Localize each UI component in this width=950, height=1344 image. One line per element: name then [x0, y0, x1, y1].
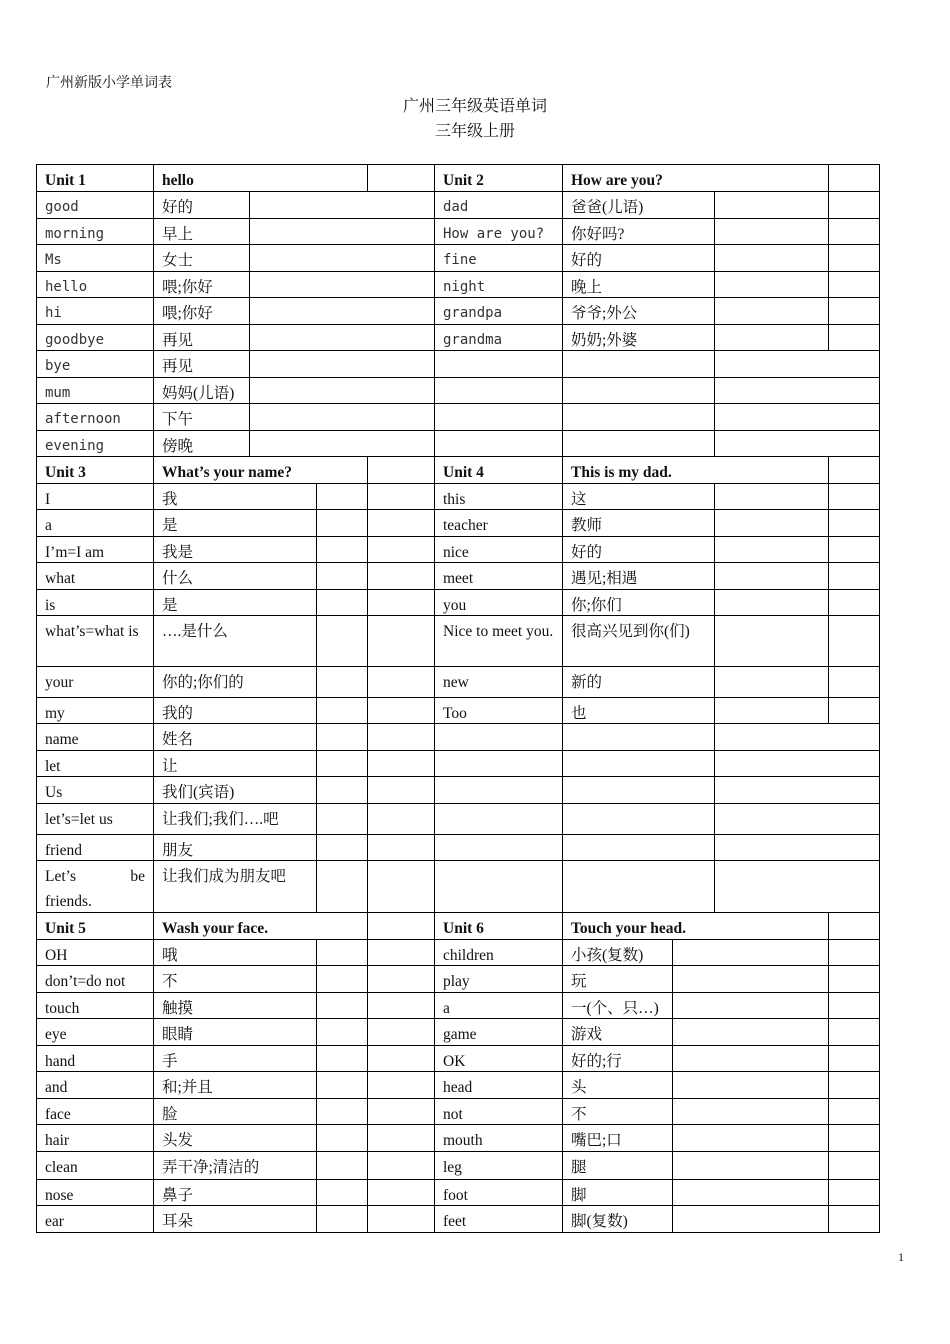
- empty-cell: [367, 803, 435, 835]
- vocab-word: night: [434, 271, 563, 298]
- empty-cell: [714, 666, 829, 698]
- empty-cell: [367, 697, 435, 724]
- vocab-meaning: 爸爸(儿语): [562, 191, 715, 219]
- vocab-word: goodbye: [36, 324, 154, 351]
- empty-cell: [562, 377, 715, 404]
- unit-topic: What’s your name?: [153, 456, 368, 484]
- empty-cell: [714, 483, 829, 510]
- empty-cell: [714, 403, 880, 431]
- empty-cell: [367, 750, 435, 777]
- empty-cell: [316, 1045, 368, 1072]
- vocab-meaning: 喂;你好: [153, 297, 250, 325]
- empty-cell: [562, 860, 715, 913]
- vocab-meaning: 新的: [562, 666, 715, 698]
- vocab-word: mouth: [434, 1124, 563, 1152]
- empty-cell: [714, 589, 829, 616]
- vocab-meaning: 晚上: [562, 271, 715, 298]
- vocab-word: a: [36, 509, 154, 537]
- empty-cell: [367, 1151, 435, 1180]
- vocab-word: Us: [36, 776, 154, 804]
- vocab-meaning: 早上: [153, 218, 250, 245]
- empty-cell: [828, 191, 880, 219]
- vocab-meaning: 触摸: [153, 992, 317, 1019]
- empty-cell: [828, 589, 880, 616]
- empty-cell: [562, 803, 715, 835]
- vocab-meaning: 腿: [562, 1151, 673, 1180]
- empty-cell: [316, 1151, 368, 1180]
- empty-cell: [367, 939, 435, 966]
- empty-cell: [828, 483, 880, 510]
- vocab-word: bye: [36, 350, 154, 378]
- vocab-word: ear: [36, 1205, 154, 1233]
- empty-cell: [672, 965, 829, 993]
- empty-cell: [562, 723, 715, 751]
- vocab-word: nose: [36, 1179, 154, 1206]
- empty-cell: [316, 666, 368, 698]
- vocab-meaning: 游戏: [562, 1018, 673, 1046]
- vocab-meaning: 脚(复数): [562, 1205, 673, 1233]
- vocab-meaning: 头发: [153, 1124, 317, 1152]
- vocab-meaning: 头: [562, 1071, 673, 1099]
- vocab-meaning: 让我们;我们….吧: [153, 803, 317, 835]
- vocab-meaning: 妈妈(儿语): [153, 377, 250, 404]
- vocab-word: touch: [36, 992, 154, 1019]
- empty-cell: [672, 1124, 829, 1152]
- vocab-meaning: 让: [153, 750, 317, 777]
- empty-cell: [249, 324, 435, 351]
- vocab-word: meet: [434, 562, 563, 590]
- unit-topic: Wash your face.: [153, 912, 368, 940]
- vocab-word: evening: [36, 430, 154, 457]
- empty-cell: [562, 403, 715, 431]
- empty-cell: [714, 697, 829, 724]
- empty-cell: [316, 803, 368, 835]
- vocab-meaning: 这: [562, 483, 715, 510]
- empty-cell: [828, 536, 880, 563]
- unit-topic: Touch your head.: [562, 912, 829, 940]
- empty-cell: [828, 297, 880, 325]
- empty-cell: [714, 218, 829, 245]
- page-number: 1: [898, 1250, 904, 1264]
- empty-cell: [316, 1018, 368, 1046]
- empty-cell: [672, 1018, 829, 1046]
- vocab-word: and: [36, 1071, 154, 1099]
- vocab-meaning: 一(个、只…): [562, 992, 673, 1019]
- empty-cell: [316, 1124, 368, 1152]
- vocab-word: hand: [36, 1045, 154, 1072]
- vocab-meaning: 你好吗?: [562, 218, 715, 245]
- empty-cell: [367, 1098, 435, 1125]
- empty-cell: [828, 666, 880, 698]
- vocab-meaning: 嘴巴;口: [562, 1124, 673, 1152]
- empty-cell: [714, 324, 829, 351]
- empty-cell: [434, 403, 563, 431]
- vocab-meaning: 朋友: [153, 834, 317, 861]
- vocab-word: children: [434, 939, 563, 966]
- empty-cell: [316, 860, 368, 913]
- vocab-word: leg: [434, 1151, 563, 1180]
- empty-cell: [828, 1018, 880, 1046]
- empty-cell: [828, 1124, 880, 1152]
- vocab-word: feet: [434, 1205, 563, 1233]
- vocab-word: I’m=I am: [36, 536, 154, 563]
- empty-cell: [316, 562, 368, 590]
- empty-cell: [828, 1045, 880, 1072]
- unit-label: Unit 6: [434, 912, 563, 940]
- vocab-meaning: 你的;你们的: [153, 666, 317, 698]
- vocab-meaning: 好的: [562, 536, 715, 563]
- empty-cell: [672, 1151, 829, 1180]
- empty-cell: [434, 350, 563, 378]
- vocab-meaning: 下午: [153, 403, 250, 431]
- vocab-meaning: 好的: [153, 191, 250, 219]
- vocab-meaning: 女士: [153, 244, 250, 272]
- vocab-word: nice: [434, 536, 563, 563]
- vocab-word: friend: [36, 834, 154, 861]
- empty-cell: [672, 1098, 829, 1125]
- vocab-word: Nice to meet you.: [434, 615, 563, 667]
- empty-cell: [316, 723, 368, 751]
- empty-cell: [672, 1071, 829, 1099]
- empty-cell: [828, 1071, 880, 1099]
- empty-cell: [714, 834, 880, 861]
- empty-cell: [828, 965, 880, 993]
- empty-cell: [714, 297, 829, 325]
- empty-cell: [562, 834, 715, 861]
- empty-cell: [828, 562, 880, 590]
- empty-cell: [714, 562, 829, 590]
- vocab-meaning: 是: [153, 509, 317, 537]
- vocab-word: let’s=let us: [36, 803, 154, 835]
- empty-cell: [828, 697, 880, 724]
- empty-cell: [367, 1071, 435, 1099]
- vocab-meaning: 爷爷;外公: [562, 297, 715, 325]
- unit-label: Unit 2: [434, 164, 563, 192]
- vocab-meaning: 再见: [153, 350, 250, 378]
- unit-label: Unit 5: [36, 912, 154, 940]
- vocab-word: not: [434, 1098, 563, 1125]
- empty-cell: [714, 244, 829, 272]
- empty-cell: [367, 1045, 435, 1072]
- empty-cell: [367, 615, 435, 667]
- empty-cell: [249, 350, 435, 378]
- empty-cell: [714, 536, 829, 563]
- vocab-word: fine: [434, 244, 563, 272]
- empty-cell: [249, 271, 435, 298]
- empty-cell: [714, 191, 829, 219]
- vocab-word: OH: [36, 939, 154, 966]
- vocab-word: is: [36, 589, 154, 616]
- empty-cell: [714, 723, 880, 751]
- empty-cell: [714, 615, 829, 667]
- vocab-word: what: [36, 562, 154, 590]
- vocab-word: clean: [36, 1151, 154, 1180]
- empty-cell: [434, 430, 563, 457]
- vocab-meaning: 我们(宾语): [153, 776, 317, 804]
- empty-cell: [828, 912, 880, 940]
- empty-cell: [367, 723, 435, 751]
- vocab-meaning: 我的: [153, 697, 317, 724]
- empty-cell: [672, 1045, 829, 1072]
- vocab-word: hello: [36, 271, 154, 298]
- empty-cell: [434, 803, 563, 835]
- vocab-word: play: [434, 965, 563, 993]
- vocab-word: your: [36, 666, 154, 698]
- empty-cell: [316, 776, 368, 804]
- empty-cell: [828, 271, 880, 298]
- vocab-word: this: [434, 483, 563, 510]
- empty-cell: [672, 1179, 829, 1206]
- unit-topic: How are you?: [562, 164, 829, 192]
- vocab-meaning: 我是: [153, 536, 317, 563]
- vocab-meaning: 教师: [562, 509, 715, 537]
- empty-cell: [828, 615, 880, 667]
- vocab-word: I: [36, 483, 154, 510]
- vocab-word: game: [434, 1018, 563, 1046]
- vocab-word: grandpa: [434, 297, 563, 325]
- empty-cell: [316, 834, 368, 861]
- empty-cell: [367, 1205, 435, 1233]
- vocab-meaning: 也: [562, 697, 715, 724]
- vocab-meaning: 哦: [153, 939, 317, 966]
- vocab-meaning: 好的: [562, 244, 715, 272]
- empty-cell: [249, 377, 435, 404]
- vocab-meaning: 让我们成为朋友吧: [153, 860, 317, 913]
- vocab-meaning: 不: [562, 1098, 673, 1125]
- vocab-word: eye: [36, 1018, 154, 1046]
- vocab-word: Let’s be friends.: [36, 860, 154, 913]
- empty-cell: [367, 776, 435, 804]
- vocab-meaning: 很高兴见到你(们): [562, 615, 715, 667]
- empty-cell: [672, 1205, 829, 1233]
- empty-cell: [367, 1018, 435, 1046]
- empty-cell: [249, 297, 435, 325]
- vocab-meaning: 耳朵: [153, 1205, 317, 1233]
- vocab-meaning: 再见: [153, 324, 250, 351]
- empty-cell: [367, 483, 435, 510]
- empty-cell: [316, 750, 368, 777]
- empty-cell: [434, 750, 563, 777]
- vocab-word: foot: [434, 1179, 563, 1206]
- unit-label: Unit 3: [36, 456, 154, 484]
- vocab-word: my: [36, 697, 154, 724]
- unit-topic: This is my dad.: [562, 456, 829, 484]
- empty-cell: [828, 509, 880, 537]
- vocab-meaning: 好的;行: [562, 1045, 673, 1072]
- vocab-meaning: 遇见;相遇: [562, 562, 715, 590]
- empty-cell: [828, 218, 880, 245]
- empty-cell: [367, 860, 435, 913]
- vocab-meaning: 手: [153, 1045, 317, 1072]
- empty-cell: [316, 965, 368, 993]
- vocab-word: mum: [36, 377, 154, 404]
- vocab-word: face: [36, 1098, 154, 1125]
- empty-cell: [434, 377, 563, 404]
- page-title: 广州三年级英语单词: [402, 98, 547, 115]
- vocab-word: morning: [36, 218, 154, 245]
- vocab-meaning: 姓名: [153, 723, 317, 751]
- empty-cell: [714, 271, 829, 298]
- empty-cell: [434, 834, 563, 861]
- empty-cell: [434, 860, 563, 913]
- vocab-meaning: 玩: [562, 965, 673, 993]
- empty-cell: [316, 697, 368, 724]
- empty-cell: [367, 589, 435, 616]
- unit-topic: hello: [153, 164, 368, 192]
- empty-cell: [562, 430, 715, 457]
- empty-cell: [316, 589, 368, 616]
- vocab-word: OK: [434, 1045, 563, 1072]
- vocab-word: hair: [36, 1124, 154, 1152]
- empty-cell: [316, 1098, 368, 1125]
- vocab-word: name: [36, 723, 154, 751]
- empty-cell: [367, 562, 435, 590]
- empty-cell: [828, 992, 880, 1019]
- empty-cell: [316, 483, 368, 510]
- empty-cell: [249, 191, 435, 219]
- page-subtitle: 三年级上册: [434, 123, 515, 140]
- vocab-meaning: 脚: [562, 1179, 673, 1206]
- vocab-meaning: 傍晚: [153, 430, 250, 457]
- empty-cell: [316, 509, 368, 537]
- empty-cell: [828, 1098, 880, 1125]
- empty-cell: [714, 803, 880, 835]
- empty-cell: [367, 456, 435, 484]
- vocab-word: head: [434, 1071, 563, 1099]
- vocab-meaning: 鼻子: [153, 1179, 317, 1206]
- unit-label: Unit 1: [36, 164, 154, 192]
- empty-cell: [562, 750, 715, 777]
- empty-cell: [249, 403, 435, 431]
- empty-cell: [828, 1179, 880, 1206]
- empty-cell: [714, 509, 829, 537]
- empty-cell: [367, 912, 435, 940]
- vocab-meaning: 喂;你好: [153, 271, 250, 298]
- empty-cell: [367, 834, 435, 861]
- empty-cell: [672, 939, 829, 966]
- empty-cell: [562, 350, 715, 378]
- vocab-word: let: [36, 750, 154, 777]
- vocab-meaning: ….是什么: [153, 615, 317, 667]
- vocab-word: what’s=what is: [36, 615, 154, 667]
- vocab-meaning: 不: [153, 965, 317, 993]
- vocab-meaning: 和;并且: [153, 1071, 317, 1099]
- vocab-word: Too: [434, 697, 563, 724]
- empty-cell: [367, 1124, 435, 1152]
- empty-cell: [828, 456, 880, 484]
- empty-cell: [249, 218, 435, 245]
- empty-cell: [714, 350, 880, 378]
- empty-cell: [714, 860, 880, 913]
- vocab-word: hi: [36, 297, 154, 325]
- unit-label: Unit 4: [434, 456, 563, 484]
- vocab-word: grandma: [434, 324, 563, 351]
- empty-cell: [562, 776, 715, 804]
- empty-cell: [367, 536, 435, 563]
- vocab-word: good: [36, 191, 154, 219]
- vocab-word: teacher: [434, 509, 563, 537]
- empty-cell: [316, 1071, 368, 1099]
- empty-cell: [316, 1205, 368, 1233]
- vocab-word: new: [434, 666, 563, 698]
- vocab-word: dad: [434, 191, 563, 219]
- empty-cell: [672, 992, 829, 1019]
- empty-cell: [828, 1205, 880, 1233]
- empty-cell: [714, 377, 880, 404]
- empty-cell: [367, 666, 435, 698]
- empty-cell: [434, 776, 563, 804]
- vocab-meaning: 我: [153, 483, 317, 510]
- empty-cell: [367, 164, 435, 192]
- empty-cell: [828, 1151, 880, 1180]
- vocab-word: you: [434, 589, 563, 616]
- empty-cell: [367, 1179, 435, 1206]
- vocab-word: Ms: [36, 244, 154, 272]
- vocab-meaning: 脸: [153, 1098, 317, 1125]
- empty-cell: [249, 430, 435, 457]
- page-header: 广州新版小学单词表: [46, 76, 172, 91]
- vocab-meaning: 眼睛: [153, 1018, 317, 1046]
- empty-cell: [316, 939, 368, 966]
- empty-cell: [367, 965, 435, 993]
- empty-cell: [434, 723, 563, 751]
- empty-cell: [316, 615, 368, 667]
- empty-cell: [367, 509, 435, 537]
- vocab-word: afternoon: [36, 403, 154, 431]
- vocab-meaning: 小孩(复数): [562, 939, 673, 966]
- vocab-word: don’t=do not: [36, 965, 154, 993]
- vocab-meaning: 是: [153, 589, 317, 616]
- empty-cell: [714, 776, 880, 804]
- empty-cell: [828, 324, 880, 351]
- empty-cell: [316, 992, 368, 1019]
- vocab-meaning: 奶奶;外婆: [562, 324, 715, 351]
- empty-cell: [714, 750, 880, 777]
- empty-cell: [316, 536, 368, 563]
- empty-cell: [714, 430, 880, 457]
- empty-cell: [367, 992, 435, 1019]
- vocabulary-table: [36, 164, 879, 1232]
- vocab-meaning: 什么: [153, 562, 317, 590]
- vocab-word: How are you?: [434, 218, 563, 245]
- empty-cell: [316, 1179, 368, 1206]
- vocab-word: a: [434, 992, 563, 1019]
- empty-cell: [249, 244, 435, 272]
- vocab-meaning: 你;你们: [562, 589, 715, 616]
- empty-cell: [828, 244, 880, 272]
- empty-cell: [828, 939, 880, 966]
- empty-cell: [828, 164, 880, 192]
- vocab-meaning: 弄干净;清洁的: [153, 1151, 317, 1180]
